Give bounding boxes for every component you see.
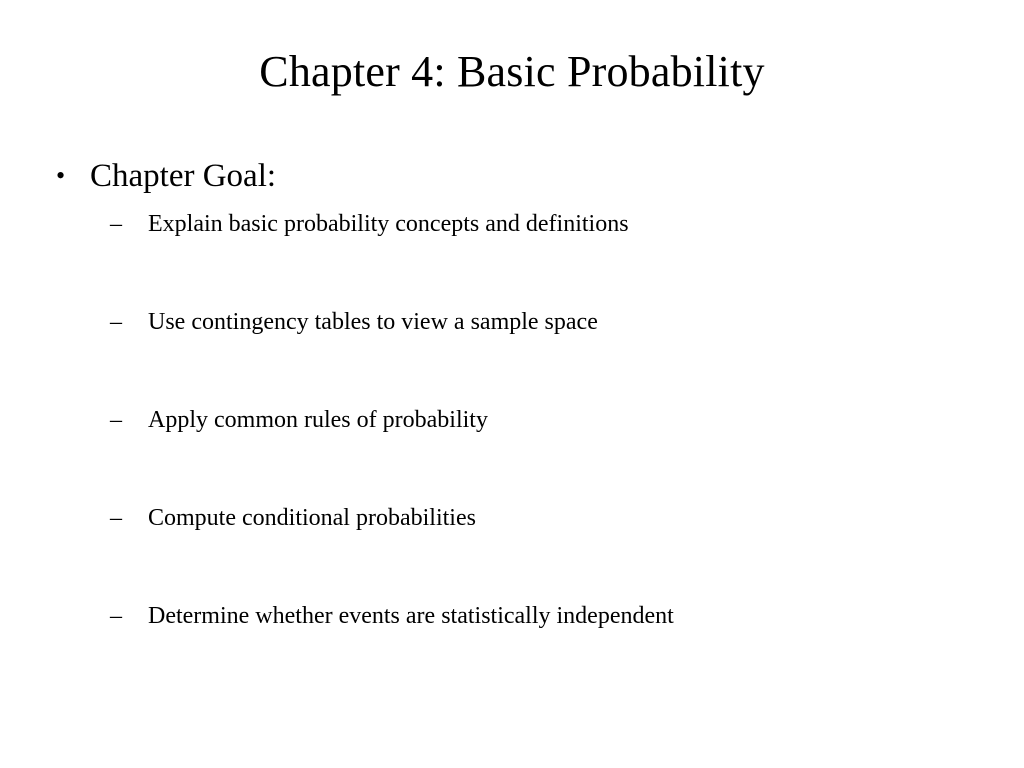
list-item-label: Apply common rules of probability bbox=[148, 406, 488, 433]
list-item-label: Explain basic probability concepts and definitions bbox=[148, 210, 629, 237]
list-item-label: Use contingency tables to view a sample space bbox=[148, 308, 598, 335]
bullet-item-chapter-goal bbox=[56, 158, 986, 196]
page-title: Chapter 4: Basic Probability bbox=[259, 47, 765, 96]
list-item-label: Compute conditional probabilities bbox=[148, 504, 476, 531]
dash-icon: – bbox=[110, 504, 122, 531]
list-item bbox=[110, 504, 986, 602]
list-item bbox=[110, 308, 986, 406]
dash-icon: – bbox=[110, 406, 122, 433]
slide-body bbox=[56, 158, 986, 700]
sub-bullet-list bbox=[56, 210, 986, 700]
list-item-label: Determine whether events are statistically independent bbox=[148, 602, 674, 629]
list-item bbox=[110, 406, 986, 504]
bullet-label: Chapter Goal: bbox=[90, 158, 277, 194]
bullet-icon: • bbox=[56, 161, 66, 190]
dash-icon: – bbox=[110, 210, 122, 237]
dash-icon: – bbox=[110, 308, 122, 335]
list-item bbox=[110, 602, 986, 700]
dash-icon: – bbox=[110, 602, 122, 629]
list-item bbox=[110, 210, 986, 308]
